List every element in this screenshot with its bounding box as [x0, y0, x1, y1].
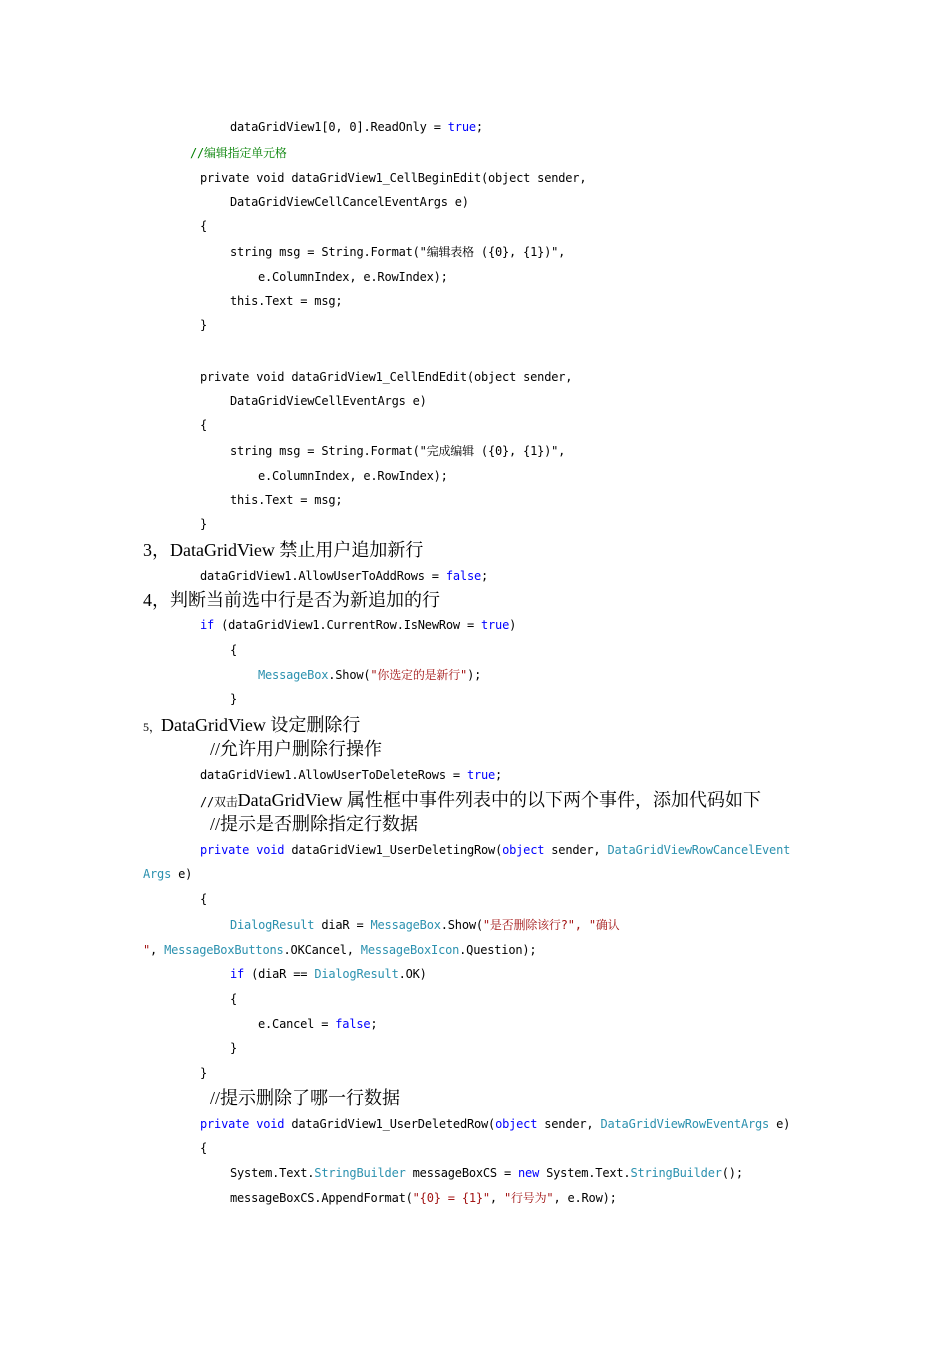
keyword-object: object [495, 1117, 538, 1131]
heading-section-4: 4，判断当前选中行是否为新追加的行 [143, 590, 440, 610]
heading-text: DataGridView 设定删除行 [161, 715, 361, 735]
code-text: dataGridView1.AllowUserToDeleteRows = [200, 768, 467, 782]
type-args: Args [143, 867, 172, 881]
code-line-cellendedit-args: DataGridViewCellEventArgs e) [230, 394, 427, 408]
code-line-format-args: e.ColumnIndex, e.RowIndex); [258, 469, 448, 483]
code-text: messageBoxCS = [405, 1166, 519, 1180]
code-line-userdeletingrow-wrap [143, 864, 192, 884]
keyword-object: object [502, 843, 545, 857]
code-line-format-begin: string msg = String.Format("编辑表格 ({0}, {1})", [230, 245, 566, 259]
keyword-private: private [200, 1117, 250, 1131]
keyword-true: true [466, 768, 496, 782]
keyword-false: false [445, 569, 481, 583]
code-text: (diaR == [244, 967, 315, 981]
code-line-format-args: e.ColumnIndex, e.RowIndex); [258, 270, 448, 284]
code-line-allow-add-rows [200, 566, 488, 586]
code-text: .OKCancel, [283, 943, 361, 957]
code-text: messageBoxCS.AppendFormat( [230, 1191, 413, 1205]
type-dialogresult: DialogResult [230, 918, 315, 932]
code-text: ; [495, 768, 503, 782]
code-text: ; [475, 120, 483, 134]
string-literal: "{0} = {1}" [412, 1191, 490, 1205]
code-line-cellbeginedit-sig: private void dataGridView1_CellBeginEdit(object sender, [200, 171, 587, 185]
code-brace-close: } [200, 517, 208, 531]
code-text: , [150, 943, 165, 957]
code-text: ; [370, 1017, 378, 1031]
code-text: dataGridView1[0, 0].ReadOnly = [230, 120, 448, 134]
comment-double-click-events [200, 788, 761, 812]
string-literal: " [143, 943, 151, 957]
type-rowcanceleventargs: DataGridViewRowCancelEvent [607, 843, 791, 857]
code-line-allow-delete-rows [200, 765, 502, 785]
code-text: diaR = [314, 918, 371, 932]
code-brace-open: { [200, 1141, 208, 1155]
comment-prefix: //双击 [200, 795, 238, 809]
keyword-if: if [230, 967, 245, 981]
code-text: (dataGridView1.CurrentRow.IsNewRow = [214, 618, 481, 632]
string-literal: "行号为" [503, 1191, 554, 1205]
code-line-cellbeginedit-args: DataGridViewCellCancelEventArgs e) [230, 195, 469, 209]
code-text: ); [467, 668, 482, 682]
type-roweventargs: DataGridViewRowEventArgs [600, 1117, 770, 1131]
code-text: .Show( [328, 668, 371, 682]
code-line-cellendedit-sig: private void dataGridView1_CellEndEdit(object sender, [200, 370, 573, 384]
code-brace-open: { [200, 219, 208, 233]
code-text: , e.Row); [553, 1191, 617, 1205]
code-brace-open: { [200, 892, 208, 906]
code-line-set-text: this.Text = msg; [230, 493, 343, 507]
code-brace-open: { [230, 992, 238, 1006]
code-text: dataGridView1_UserDeletingRow( [284, 843, 503, 857]
type-stringbuilder: StringBuilder [630, 1166, 722, 1180]
code-brace-open: { [200, 418, 208, 432]
heading-section-3: 3，DataGridView 禁止用户追加新行 [143, 540, 424, 560]
comment-edit-cell: //编辑指定单元格 [190, 146, 287, 160]
code-line-if-isnewrow [200, 615, 516, 635]
comment-confirm-delete: //提示是否删除指定行数据 [210, 814, 419, 834]
code-text: .OK) [398, 967, 427, 981]
code-text: , [489, 1191, 504, 1205]
keyword-private: private [200, 843, 250, 857]
code-text: dataGridView1_UserDeletedRow( [284, 1117, 496, 1131]
code-line-set-text: this.Text = msg; [230, 294, 343, 308]
code-brace-close: } [200, 1066, 208, 1080]
code-text: e) [171, 867, 193, 881]
type-stringbuilder: StringBuilder [314, 1166, 406, 1180]
code-brace-close: } [230, 692, 238, 706]
code-line-userdeletedrow-sig [200, 1114, 790, 1134]
keyword-false: false [335, 1017, 371, 1031]
keyword-new: new [518, 1166, 540, 1180]
code-text: ; [481, 569, 489, 583]
code-text: .Question); [459, 943, 537, 957]
code-text: dataGridView1.AllowUserToAddRows = [200, 569, 446, 583]
heading-number: 5， [143, 720, 162, 734]
code-line-cancel-false [258, 1014, 377, 1034]
keyword-void: void [256, 843, 285, 857]
type-messageboxbuttons: MessageBoxButtons [164, 943, 284, 957]
string-literal: "你选定的是新行" [370, 668, 468, 682]
code-brace-open: { [230, 643, 238, 657]
code-line-dialogresult [230, 915, 619, 935]
string-literal: "是否删除该行?", "确认 [482, 918, 620, 932]
code-text: ) [509, 618, 517, 632]
comment-allow-delete: //允许用户删除行操作 [210, 739, 383, 759]
keyword-true: true [481, 618, 510, 632]
heading-section-5 [143, 713, 360, 737]
type-messageboxicon: MessageBoxIcon [360, 943, 460, 957]
comment-text: DataGridView 属性框中事件列表中的以下两个事件，添加代码如下 [237, 790, 762, 810]
code-line-dialogresult-wrap [143, 940, 536, 960]
code-line-readonly [230, 117, 483, 137]
code-text: sender, [544, 843, 608, 857]
keyword-if: if [200, 618, 215, 632]
code-text: (); [721, 1166, 743, 1180]
code-line-format-end: string msg = String.Format("完成编辑 ({0}, {1})", [230, 444, 566, 458]
keyword-void: void [256, 1117, 285, 1131]
type-messagebox: MessageBox [370, 918, 441, 932]
type-dialogresult: DialogResult [314, 967, 399, 981]
code-text: e) [769, 1117, 791, 1131]
code-text: System.Text. [230, 1166, 315, 1180]
code-text: sender, [537, 1117, 601, 1131]
code-text: System.Text. [539, 1166, 631, 1180]
code-brace-close: } [200, 318, 208, 332]
code-line-messagebox-newrow [258, 665, 481, 685]
comment-which-row-deleted: //提示删除了哪一行数据 [210, 1088, 401, 1108]
code-text: e.Cancel = [258, 1017, 336, 1031]
code-brace-close: } [230, 1041, 238, 1055]
code-line-appendformat [230, 1188, 617, 1208]
code-line-stringbuilder [230, 1163, 743, 1183]
type-messagebox: MessageBox [258, 668, 329, 682]
keyword-true: true [447, 120, 476, 134]
code-line-userdeletingrow-sig [200, 840, 790, 860]
code-line-if-diar [230, 964, 427, 984]
code-text: .Show( [440, 918, 483, 932]
